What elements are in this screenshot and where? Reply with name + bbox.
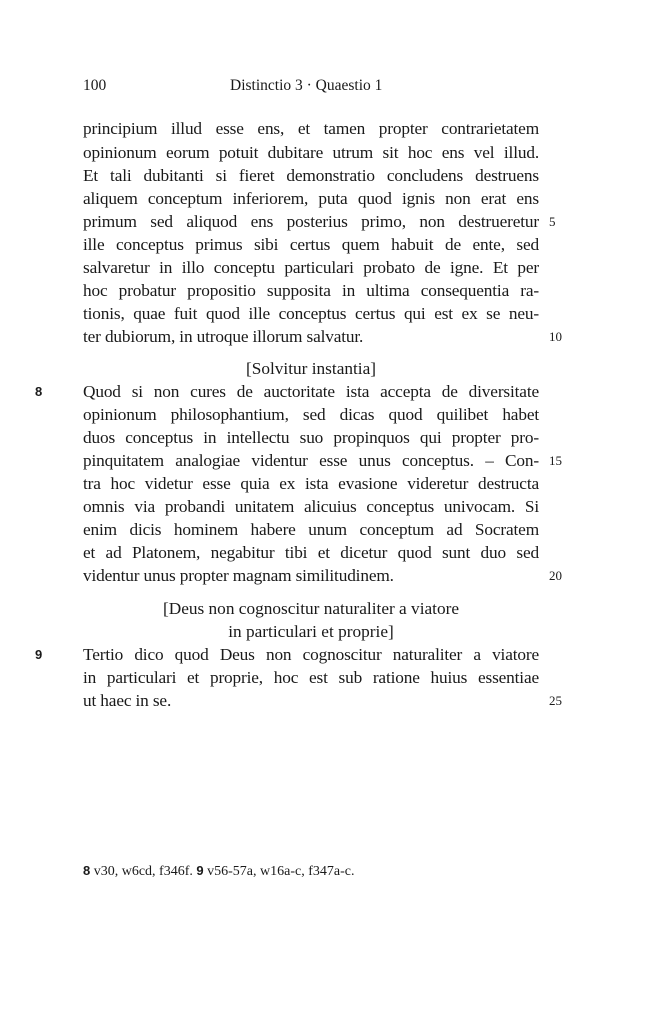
line-number: 20 [549,568,562,583]
text-line: Et tali dubitanti si fieret demonstratio concludens destruens [83,166,539,185]
line-number: 5 [549,214,556,229]
text-line: tra hoc videtur esse quia ex ista evasione videretur destructa [83,474,539,493]
text-line: aliquem conceptum inferiorem, puta quod ignis non erat ens [83,189,539,208]
line-number: 25 [549,693,562,708]
text-line: omnis via probandi unitatem alicuius conceptus univocam. Si [83,497,539,516]
text-line: opinionum eorum potuit dubitare utrum sit hoc ens vel illud. [83,143,539,162]
text-line: videntur unus propter magnam similitudinem. [83,566,394,585]
line-number: 10 [549,329,562,344]
footnote-ref: 8 [83,863,91,878]
section-heading: [Deus non cognoscitur naturaliter a viatore [162,599,460,618]
text-line: et ad Platonem, negabitur tibi et dicetur quod sunt duo sed [83,543,539,562]
footnote-apparatus [83,861,354,882]
text-line: primum sed aliquod ens posterius primo, non destrueretur [83,212,539,231]
text-line: ille conceptus primus sibi certus quem habuit de ente, sed [83,235,539,254]
text-line: opinionum philosophantium, sed dicas quod quilibet habet [83,405,539,424]
footnote-ref: 9 [196,863,204,878]
text-line: ter dubiorum, in utroque illorum salvatur. [83,327,364,346]
section-heading: [Solvitur instantia] [245,359,377,378]
footnote-text: v30, w6cd, f346f. [93,864,193,879]
text-line: Quod si non cures de auctoritate ista accepta de diversitate [83,382,539,401]
text-line: pinquitatem analogiae videntur esse unus conceptus. – Con- [83,451,539,470]
running-head: Distinctio 3 · Quaestio 1 [230,77,383,94]
text-line: duos conceptus in intellectu suo propinquos qui propter pro- [83,428,539,447]
text-line: salvaretur in illo conceptu particulari probato de igne. Et per [83,258,539,277]
text-line: tionis, quae fuit quod ille conceptus certus qui est ex se neu- [83,304,539,323]
page-header [0,77,650,99]
text-line: principium illud esse ens, et tamen propter contrarietatem [83,119,539,138]
section-number: 9 [35,647,43,662]
text-line: ut haec in se. [83,691,172,710]
line-number: 15 [549,453,562,468]
text-line: Tertio dico quod Deus non cognoscitur naturaliter a viatore [83,645,539,664]
text-line: hoc probatur propositio supposita in ultima consequentia ra- [83,281,539,300]
text-line: in particulari et proprie, hoc est sub ratione huius essentiae [83,668,539,687]
section-number: 8 [35,384,43,399]
section-heading: in particulari et proprie] [228,622,394,641]
page-number: 100 [83,77,107,94]
text-line: enim dicis hominem habere unum conceptum ad Socratem [83,520,539,539]
footnote-text: v56-57a, w16a-c, f347a-c. [207,864,355,879]
